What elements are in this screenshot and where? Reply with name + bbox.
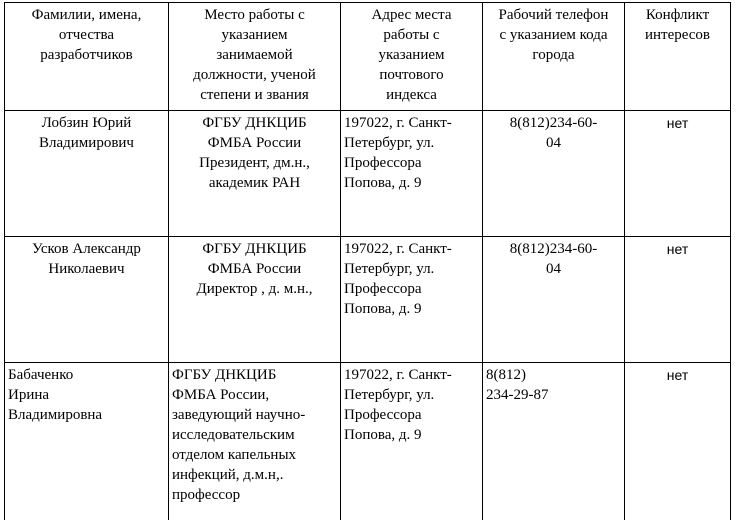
cell-conflict: нет [625,111,731,237]
table-row [5,363,731,521]
cell-address: 197022, г. Санкт- Петербург, ул. Профессора Попова, д. 9 [341,363,483,521]
developers-table [4,2,731,520]
cell-address: 197022, г. Санкт- Петербург, ул. Профессора Попова, д. 9 [341,237,483,363]
cell-address: 197022, г. Санкт- Петербург, ул. Профессора Попова, д. 9 [341,111,483,237]
table-header-row [5,3,731,111]
header-names: Фамилии, имена, отчества разработчиков [5,3,169,111]
cell-phone: 8(812) 234-29-87 [483,363,625,521]
cell-workplace: ФГБУ ДНКЦИБ ФМБА России Директор , д. м.н., [169,237,341,363]
cell-name: Бабаченко Ирина Владимировна [5,363,169,521]
cell-conflict: нет [625,237,731,363]
header-address: Адрес места работы с указанием почтового индекса [341,3,483,111]
cell-conflict: нет [625,363,731,521]
cell-workplace: ФГБУ ДНКЦИБ ФМБА России Президент, дм.н., академик РАН [169,111,341,237]
cell-workplace: ФГБУ ДНКЦИБ ФМБА России, заведующий научно- исследовательским отделом капельных инфекций, д.м.н,. профессор [169,363,341,521]
header-phone: Рабочий телефон с указанием кода города [483,3,625,111]
table-row [5,111,731,237]
header-conflict: Конфликт интересов [625,3,731,111]
cell-name: Усков Александр Николаевич [5,237,169,363]
cell-phone: 8(812)234-60- 04 [483,111,625,237]
cell-name: Лобзин Юрий Владимирович [5,111,169,237]
cell-phone: 8(812)234-60- 04 [483,237,625,363]
table-row [5,237,731,363]
header-workplace: Место работы с указанием занимаемой должности, ученой степени и звания [169,3,341,111]
